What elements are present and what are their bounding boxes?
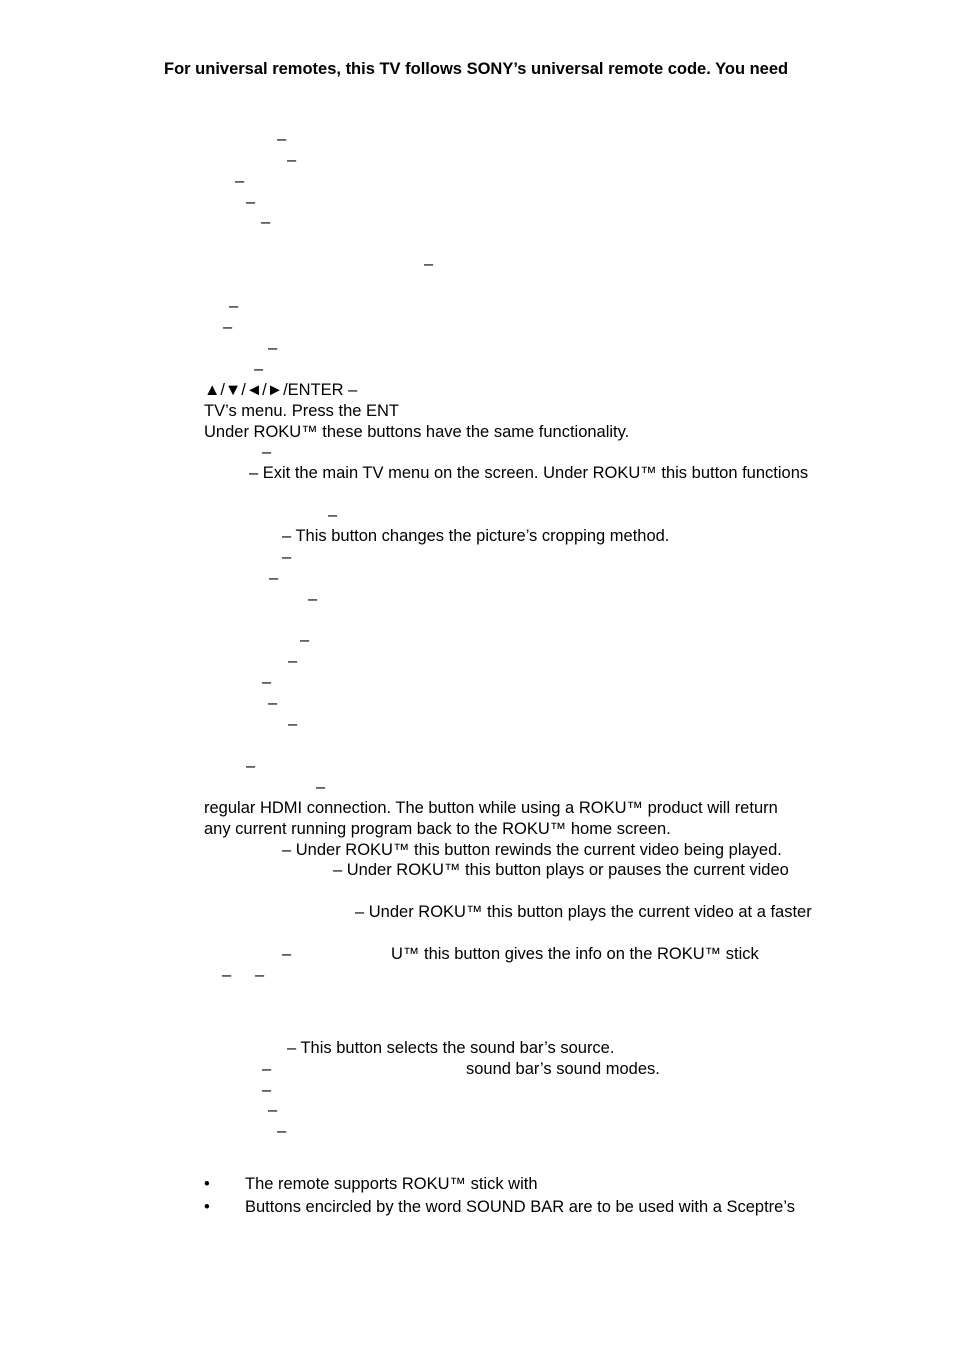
dash-mark: – (262, 673, 272, 691)
dash-mark: – (269, 569, 279, 587)
tvs-menu-text: TV’s menu. Press the ENT (204, 402, 400, 420)
dash-mark: – (316, 778, 326, 796)
dash-mark: – (277, 130, 287, 148)
roku-same-text: Under ROKU™ these buttons have the same functionality. (204, 423, 630, 441)
rewind-text: – Under ROKU™ this button rewinds the current video being played. (282, 841, 782, 859)
dash-mark: – (223, 318, 233, 336)
dash-mark: – (300, 631, 310, 649)
page-heading: For universal remotes, this TV follows SONY’s universal remote code. You need (164, 60, 789, 78)
dash-mark: – (424, 255, 434, 273)
list-item (204, 1197, 904, 1220)
dash-mark: – (262, 1060, 272, 1078)
list-item-text: The remote supports ROKU™ stick with (245, 1175, 538, 1193)
dash-mark: – (268, 1101, 278, 1119)
bullet-icon: • (204, 1175, 210, 1193)
notes-list (204, 1174, 904, 1220)
list-item (204, 1174, 904, 1197)
dash-mark: – (328, 506, 338, 524)
dash-mark: – (246, 757, 256, 775)
list-item-text: Buttons encircled by the word SOUND BAR are to be used with a Sceptre’s (245, 1198, 795, 1216)
dash-mark: – (288, 652, 298, 670)
dash-mark: – (268, 339, 278, 357)
dash-mark: – (246, 193, 256, 211)
cropping-text: – This button changes the picture’s cropping method. (282, 527, 670, 545)
dash-mark: – (277, 1122, 287, 1140)
dash-mark: – (222, 966, 232, 984)
dash-mark: – (268, 694, 278, 712)
dash-mark: – (262, 443, 272, 461)
info-text: U™ this button gives the info on the ROKU™ stick (391, 945, 759, 963)
sound-modes-text: sound bar’s sound modes. (466, 1060, 660, 1078)
dash-mark: – (288, 715, 298, 733)
play-pause-text: – Under ROKU™ this button plays or pauses the current video (333, 861, 789, 879)
regular-hdmi-text: regular HDMI connection. The button while using a ROKU™ product will return (204, 799, 778, 817)
arrows-enter-label: ▲/▼/◄/►/ENTER – (204, 381, 358, 399)
dash-mark: – (308, 590, 318, 608)
sound-source-text: – This button selects the sound bar’s source. (287, 1039, 615, 1057)
exit-menu-text: – Exit the main TV menu on the screen. Under ROKU™ this button functions (249, 464, 809, 482)
dash-mark: – (229, 297, 239, 315)
dash-mark: – (282, 548, 292, 566)
current-program-text: any current running program back to the ROKU™ home screen. (204, 820, 671, 838)
dash-mark: – (255, 966, 265, 984)
faster-text: – Under ROKU™ this button plays the current video at a faster (355, 903, 812, 921)
dash-mark: – (287, 151, 297, 169)
dash-mark: – (261, 213, 271, 231)
dash-mark: – (282, 945, 292, 963)
dash-mark: – (235, 172, 245, 190)
bullet-icon: • (204, 1198, 210, 1216)
dash-mark: – (262, 1081, 272, 1099)
dash-mark: – (254, 360, 264, 378)
